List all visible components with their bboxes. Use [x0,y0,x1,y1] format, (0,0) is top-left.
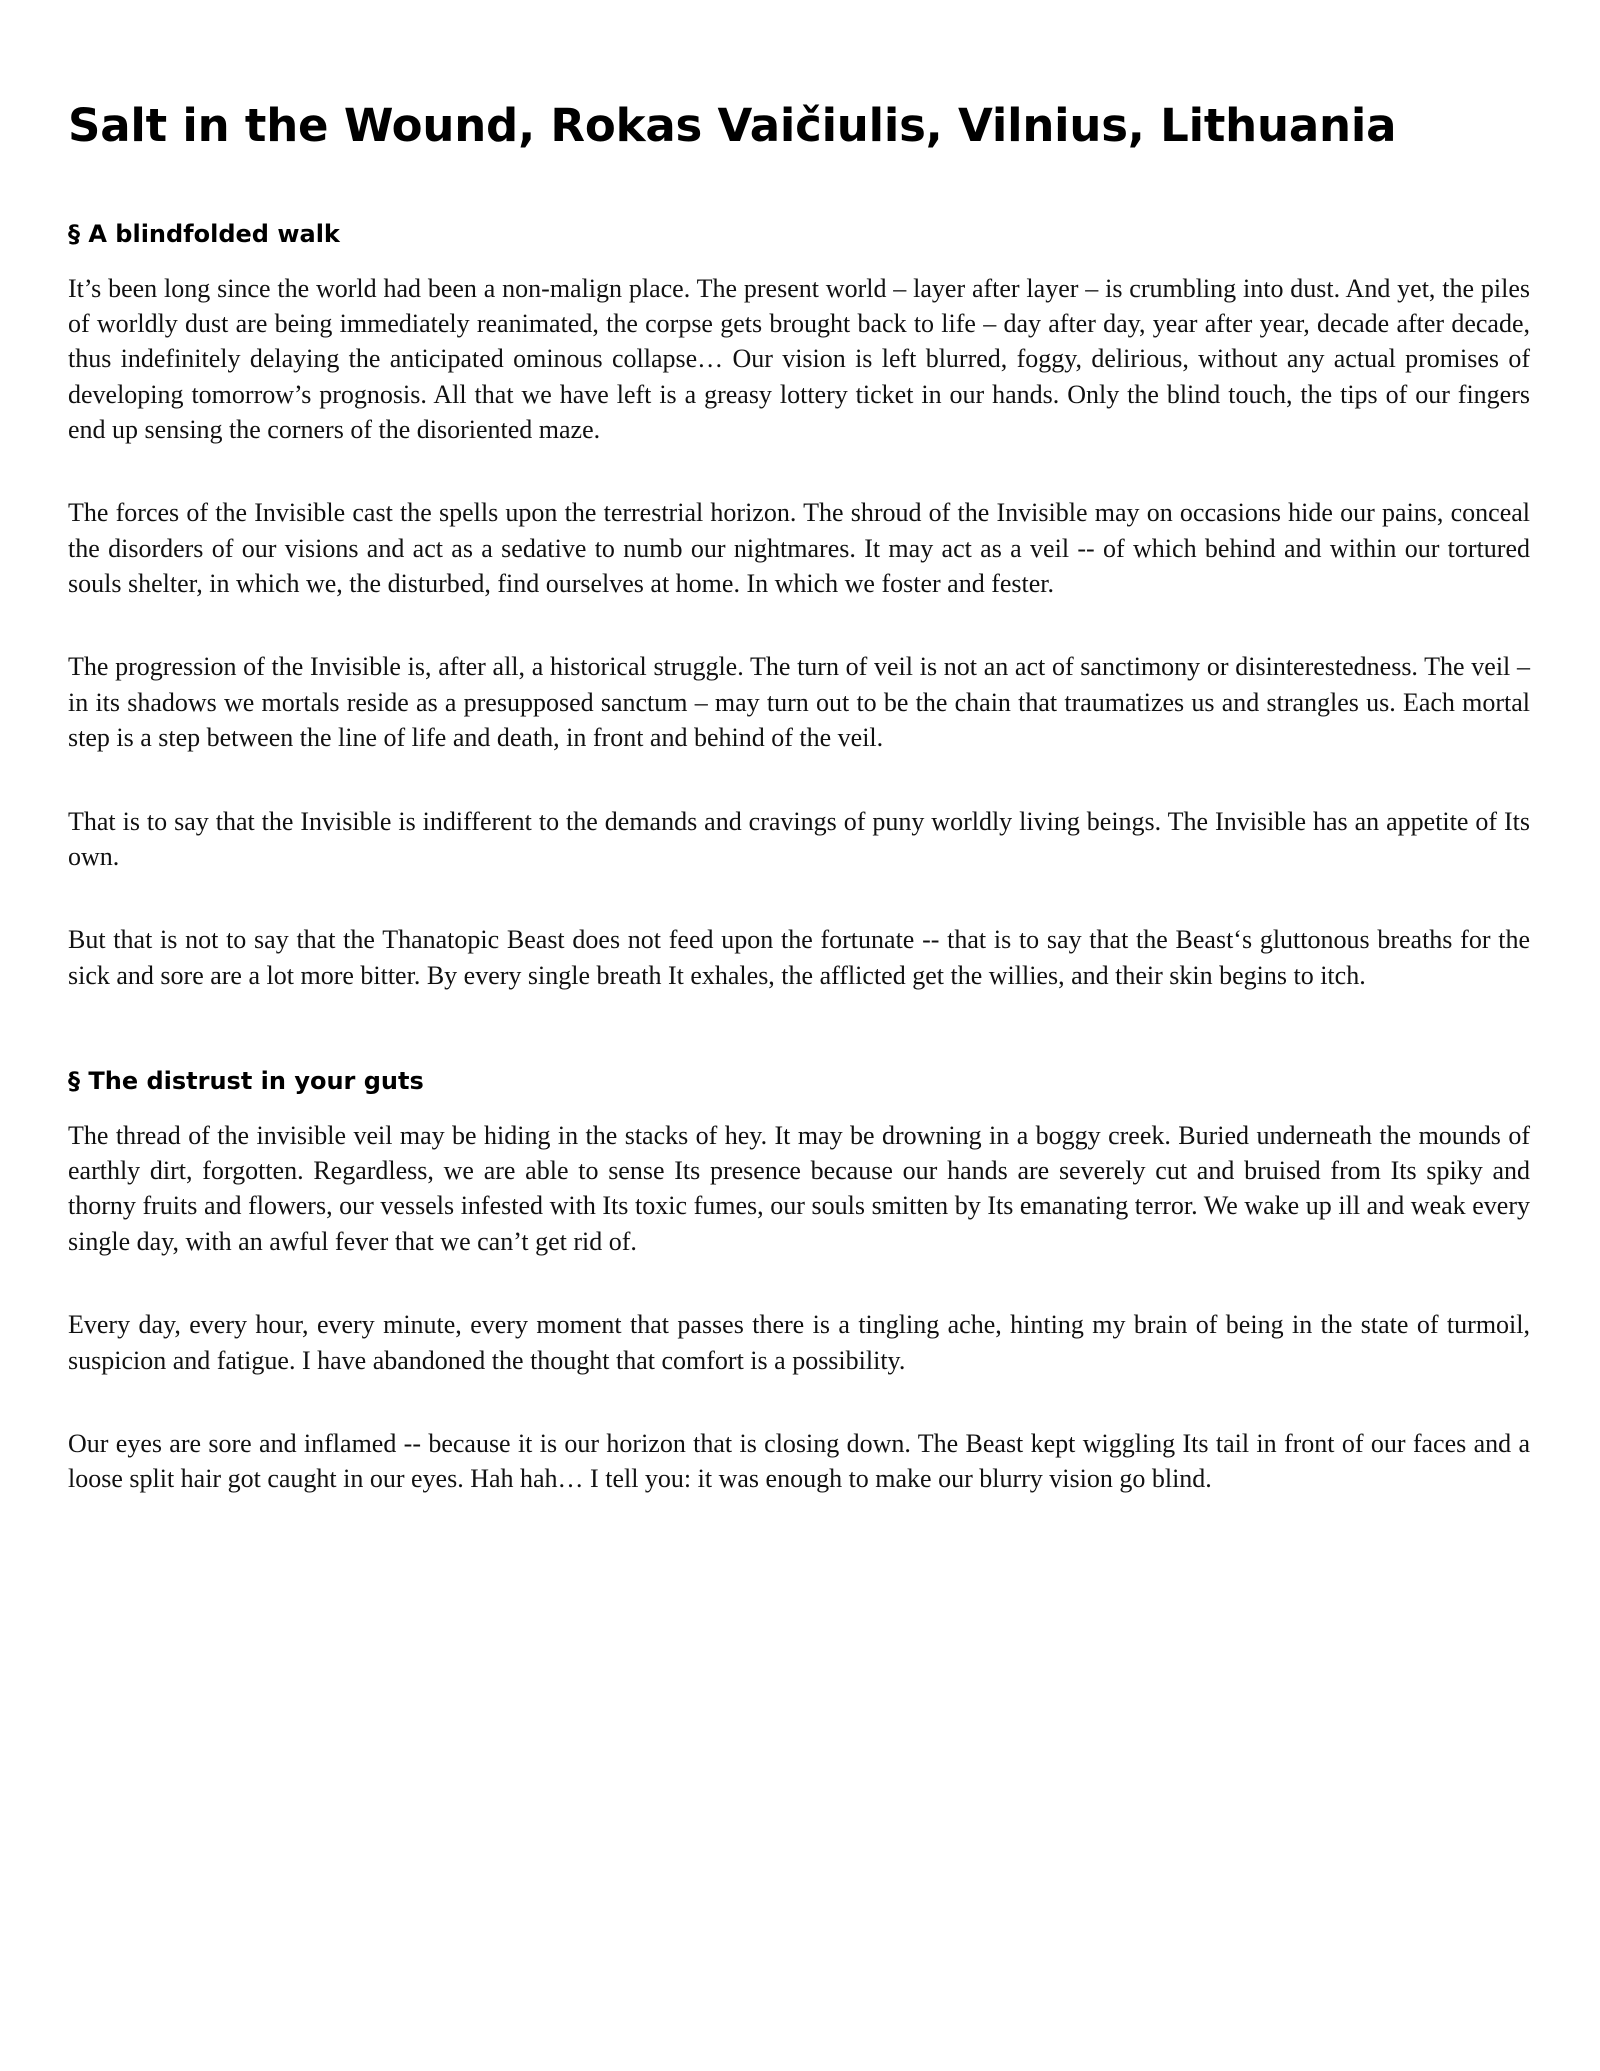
page-title: Salt in the Wound, Rokas Vaičiulis, Vilnius, Lithuania [68,99,1397,152]
paragraph: Every day, every hour, every minute, every moment that passes there is a tingling ache, hinting my brain of being in the state of turmoil, suspicion and fatigue. I have abandoned the thought that comfort is a possibility. [68,1310,1530,1375]
section-heading-distrust-in-your-guts: § The distrust in your guts [68,1066,424,1095]
paragraph: That is to say that the Invisible is indifferent to the demands and cravings of puny worldly living beings. The Invisible has an appetite of Its own. [68,806,1530,871]
paragraph: It’s been long since the world had been a non-malign place. The present world – layer after layer – is crumbling into dust. And yet, the piles of worldly dust are being immediately reanimated, the corpse gets brought back to life – day after day, year after year, decade after decade, thus indefinitely delaying the anticipated ominous collapse… Our vision is left blurred, foggy, delirious, without any actual promises of developing tomorrow’s prognosis. All that we have left is a greasy lottery ticket in our hands. Only the blind touch, the tips of our fingers end up sensing the corners of the disoriented maze. [68,273,1530,444]
paragraph: The forces of the Invisible cast the spells upon the terrestrial horizon. The shroud of the Invisible may on occasions hide our pains, conceal the disorders of our visions and act as a sedative to numb our nightmares. It may act as a veil -- of which behind and within our tortured souls shelter, in which we, the disturbed, find ourselves at home. In which we foster and fester. [68,498,1530,599]
paragraph: The thread of the invisible veil may be hiding in the stacks of hey. It may be drowning in a boggy creek. Buried underneath the mounds of earthly dirt, forgotten. Regardless, we are able to sense Its presence because our hands are severely cut and bruised from Its spiky and thorny fruits and flowers, our vessels infested with Its toxic fumes, our souls smitten by Its emanating terror. We wake up ill and weak every single day, with an awful fever that we can’t get rid of. [68,1120,1530,1256]
section-heading-blindfolded-walk: § A blindfolded walk [68,219,340,248]
paragraph: Our eyes are sore and inflamed -- because it is our horizon that is closing down. The Beast kept wiggling Its tail in front of our faces and a loose split hair got caught in our eyes. Hah hah… I tell you: it was enough to make our blurry vision go blind. [68,1428,1530,1494]
paragraph: But that is not to say that the Thanatopic Beast does not feed upon the fortunate -- that is to say that the Beast‘s gluttonous breaths for the sick and sore are a lot more bitter. By every single breath It exhales, the afflicted get the willies, and their skin begins to itch. [68,925,1530,990]
paragraph: The progression of the Invisible is, after all, a historical struggle. The turn of veil is not an act of sanctimony or disinterestedness. The veil – in its shadows we mortals reside as a presupposed sanctum – may turn out to be the chain that traumatizes us and strangles us. Each mortal step is a step between the line of life and death, in front and behind of the veil. [68,652,1530,753]
